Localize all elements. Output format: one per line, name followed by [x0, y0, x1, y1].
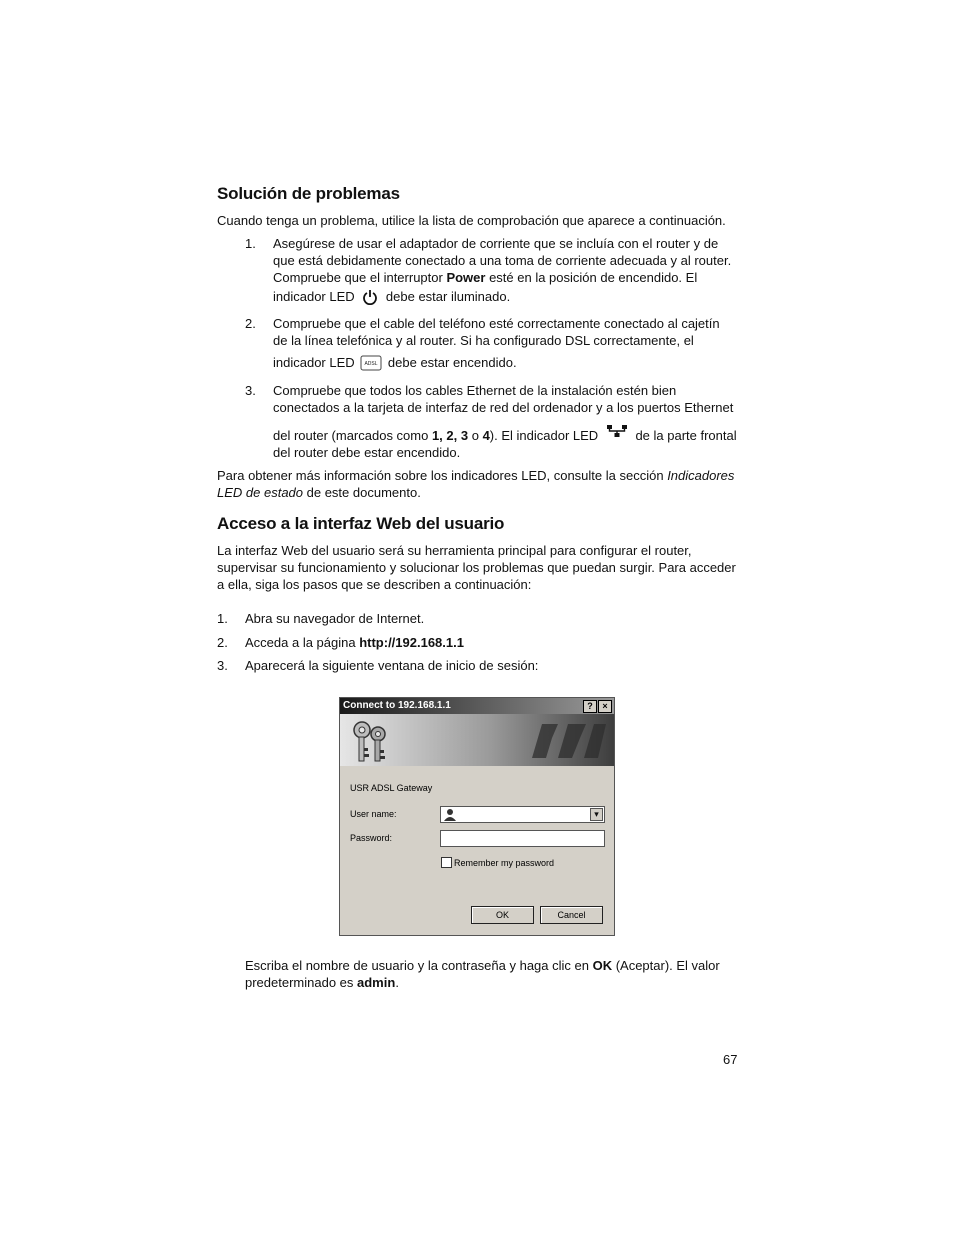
item-text: Compruebe que el interruptor Power esté en la posición de encendido. El — [273, 270, 698, 285]
step-text: Acceda a la página — [245, 635, 360, 650]
list-item — [217, 657, 739, 674]
item-text: de la línea telefónica y al router. Si ha configurado DSL correctamente, el — [273, 333, 694, 348]
dialog-title: Connect to 192.168.1.1 — [343, 700, 451, 711]
cancel-button[interactable]: Cancel — [540, 906, 603, 924]
item-text: Compruebe que el cable del teléfono esté correctamente conectado al cajetín — [273, 316, 720, 331]
section-title-web-interface: Acceso a la interfaz Web del usuario — [217, 514, 505, 533]
item-text: Compruebe que todos los cables Ethernet de la instalación estén bien — [273, 383, 677, 398]
list-number: 2. — [217, 635, 228, 650]
page-number: 67 — [723, 1052, 738, 1067]
router-url: http://192.168.1.1 — [359, 635, 464, 650]
item-text: indicador LED debe estar iluminado. — [273, 288, 739, 309]
password-input[interactable] — [440, 830, 605, 847]
dropdown-arrow-button[interactable]: ▾ — [590, 808, 603, 821]
remember-password-label: Remember my password — [454, 858, 555, 868]
close-button[interactable]: × — [598, 700, 612, 713]
realm-label: USR ADSL Gateway — [350, 783, 433, 793]
keys-icon — [348, 718, 396, 767]
list-item — [217, 634, 739, 651]
ethernet-icon — [606, 424, 628, 442]
list-number: 2. — [245, 316, 256, 331]
help-button[interactable]: ? — [583, 700, 597, 713]
item-text: Asegúrese de usar el adaptador de corriente que se incluía con el router y de — [273, 236, 719, 251]
troubleshooting-intro: Cuando tenga un problema, utilice la lista de comprobación que aparece a continuación. — [217, 213, 726, 228]
list-item — [217, 315, 739, 375]
list-item — [217, 235, 739, 309]
step-text: Abra su navegador de Internet. — [245, 611, 425, 626]
steps-list — [217, 610, 739, 674]
list-item — [217, 382, 739, 461]
dialog-banner — [340, 714, 614, 766]
step-text: Aparecerá la siguiente ventana de inicio de sesión: — [245, 658, 539, 673]
username-label: User name: — [350, 809, 397, 819]
username-combobox[interactable] — [440, 806, 605, 823]
item-text: conectados a la tarjeta de interfaz de red del ordenador y a los puertos Ethernet — [273, 400, 734, 415]
user-icon — [443, 808, 457, 824]
password-label: Password: — [350, 833, 393, 843]
power-icon — [362, 289, 378, 309]
item-text: del router debe estar encendido. — [273, 445, 461, 460]
item-text: que está debidamente conectado a una toma de corriente adecuada y al router. — [273, 253, 732, 268]
list-number: 1. — [217, 611, 228, 626]
svg-text:ADSL: ADSL — [364, 361, 378, 367]
remember-password-checkbox[interactable] — [441, 857, 452, 868]
ok-button[interactable]: OK — [471, 906, 534, 924]
item-text: indicador LED ADSL debe estar encendido. — [273, 354, 739, 375]
adsl-led-icon — [360, 355, 382, 375]
list-number: 3. — [217, 658, 228, 673]
section-title-troubleshooting: Solución de problemas — [217, 184, 400, 203]
list-number: 3. — [245, 383, 256, 398]
item-text: del router (marcados como 1, 2, 3 o 4). El indicador LED de la parte frontal — [273, 424, 739, 444]
usr-logo-watermark — [528, 718, 608, 767]
login-dialog — [339, 697, 615, 936]
more-info-text: Para obtener más información sobre los indicadores LED, consulte la sección Indicadores LED de estado de este documento. — [217, 468, 735, 500]
dialog-titlebar — [340, 698, 614, 714]
document-page — [217, 180, 739, 674]
web-interface-intro: La interfaz Web del usuario será su herramienta principal para configurar el router, supervisar su funcionamiento y solucionar los problemas que puedan surgir. Para acceder a ella, siga los pasos que se describen a continuación: — [217, 543, 736, 592]
after-dialog-text: Escriba el nombre de usuario y la contraseña y haga clic en OK (Aceptar). El valor predeterminado es admin. — [245, 958, 720, 990]
list-number: 1. — [245, 236, 256, 251]
troubleshooting-list — [217, 235, 739, 461]
list-item — [217, 610, 739, 627]
